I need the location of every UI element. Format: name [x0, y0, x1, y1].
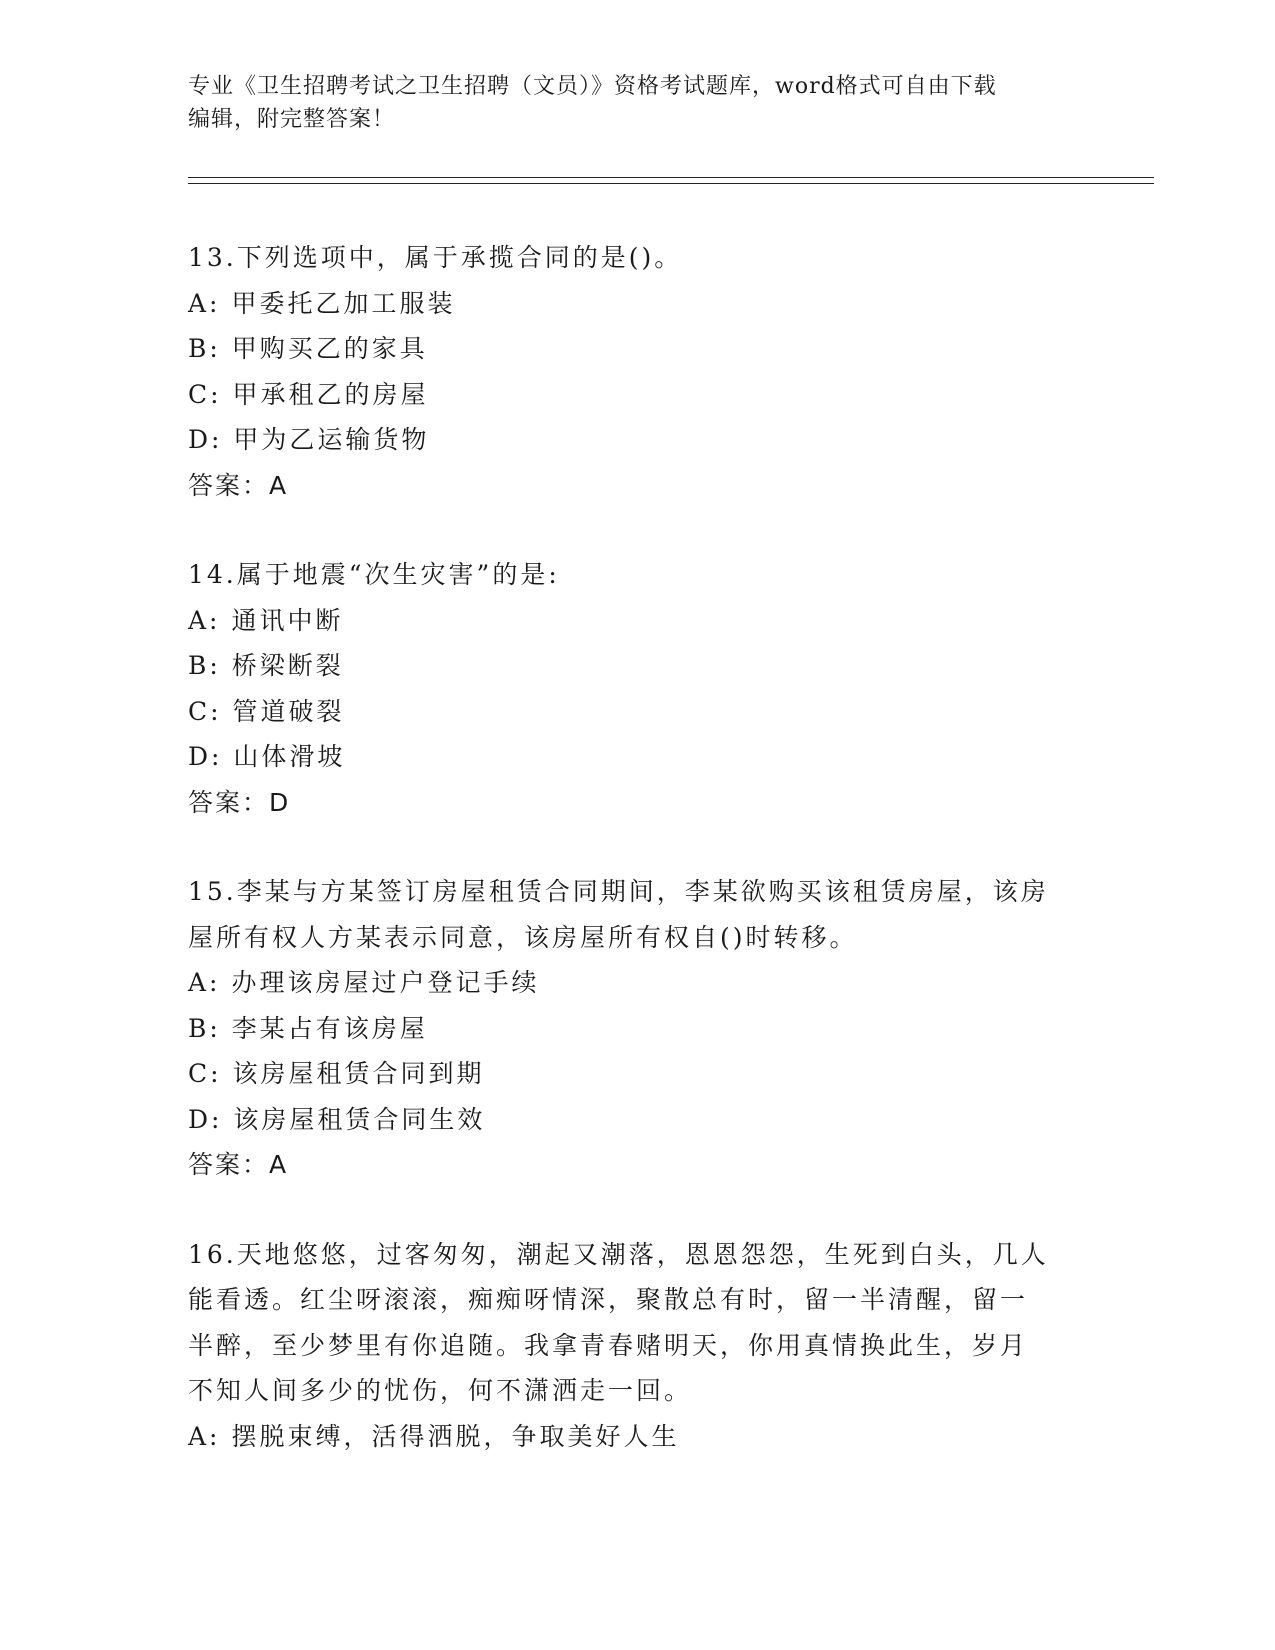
- option-letter: A:: [188, 288, 221, 318]
- question-stem-line-2: 能看透。红尘呀滚滚，痴痴呀情深，聚散总有时，留一半清醒，留一: [188, 1285, 1029, 1314]
- option-letter: A:: [188, 968, 221, 997]
- option-letter: B:: [188, 334, 221, 363]
- option-text: 桥梁断裂: [231, 651, 344, 680]
- option-c: [188, 689, 1088, 735]
- option-text: 甲承租乙的房屋: [232, 379, 429, 409]
- answer-value: A: [269, 1150, 289, 1179]
- option-b: [188, 326, 1088, 372]
- question-15: [188, 869, 1088, 1188]
- answer-line: [188, 1142, 1088, 1188]
- option-b: [188, 1006, 1088, 1052]
- option-letter: C:: [188, 696, 222, 726]
- option-letter: C:: [188, 1059, 222, 1088]
- answer-line: [188, 463, 1088, 509]
- option-a: [188, 598, 1088, 644]
- option-d: [188, 1097, 1088, 1143]
- answer-label: 答案：: [188, 470, 270, 500]
- option-d: [188, 417, 1088, 463]
- header-divider-bottom: [188, 183, 1154, 184]
- document-header: [188, 70, 1088, 136]
- answer-value: A: [269, 470, 289, 500]
- option-text: 办理该房屋过户登记手续: [231, 968, 540, 997]
- answer-value: D: [269, 787, 291, 817]
- option-letter: A:: [188, 605, 221, 635]
- option-text: 摆脱束缚，活得洒脱，争取美好人生: [231, 1421, 680, 1451]
- question-stem: 13.下列选项中，属于承揽合同的是()。: [188, 243, 683, 272]
- question-stem: 14.属于地震“次生灾害”的是:: [188, 560, 560, 589]
- option-letter: A:: [188, 1421, 221, 1451]
- answer-label: 答案：: [188, 787, 270, 817]
- option-letter: B:: [188, 1013, 221, 1043]
- option-text: 山体滑坡: [233, 742, 346, 771]
- question-stem-line-3: 半醉，至少梦里有你追随。我拿青春赌明天，你用真情换此生，岁月: [188, 1330, 1029, 1360]
- header-line-2: 编辑，附完整答案！: [188, 107, 396, 132]
- question-14: [188, 552, 1088, 825]
- answer-label: 答案：: [188, 1150, 270, 1179]
- question-stem-line-4: 不知人间多少的忧伤，何不潇洒走一回。: [188, 1376, 693, 1405]
- answer-line: [188, 780, 1088, 826]
- question-list: [188, 235, 1088, 1503]
- question-13: [188, 235, 1088, 508]
- question-stem-line-1: 16.天地悠悠，过客匆匆，潮起又潮落，恩恩怨怨，生死到白头，几人: [188, 1239, 1049, 1269]
- option-letter: D:: [188, 1104, 223, 1134]
- option-text: 李某占有该房屋: [231, 1013, 428, 1043]
- header-divider-top: [188, 177, 1154, 178]
- option-b: [188, 643, 1088, 689]
- question-stem-line-2: 屋所有权人方某表示同意，该房屋所有权自()时转移。: [188, 922, 858, 952]
- option-a: [188, 281, 1088, 327]
- option-text: 该房屋租赁合同到期: [232, 1059, 485, 1088]
- option-a: [188, 960, 1088, 1006]
- option-c: [188, 372, 1088, 418]
- question-16: [188, 1232, 1088, 1460]
- option-letter: D:: [188, 742, 223, 771]
- option-text: 甲为乙运输货物: [233, 425, 430, 454]
- option-text: 管道破裂: [232, 696, 345, 726]
- option-letter: B:: [188, 651, 221, 680]
- option-letter: C:: [188, 379, 222, 409]
- header-line-1: 专业《卫生招聘考试之卫生招聘（文员）》资格考试题库，word格式可自由下载: [188, 74, 997, 99]
- option-letter: D:: [188, 425, 223, 454]
- question-stem-line-1: 15.李某与方某签订房屋租赁合同期间，李某欲购买该租赁房屋，该房: [188, 877, 1049, 906]
- option-c: [188, 1051, 1088, 1097]
- option-text: 甲购买乙的家具: [231, 334, 428, 363]
- option-d: [188, 734, 1088, 780]
- option-text: 通讯中断: [231, 605, 344, 635]
- option-text: 甲委托乙加工服装: [231, 288, 456, 318]
- option-text: 该房屋租赁合同生效: [233, 1104, 486, 1134]
- option-a: [188, 1414, 1088, 1460]
